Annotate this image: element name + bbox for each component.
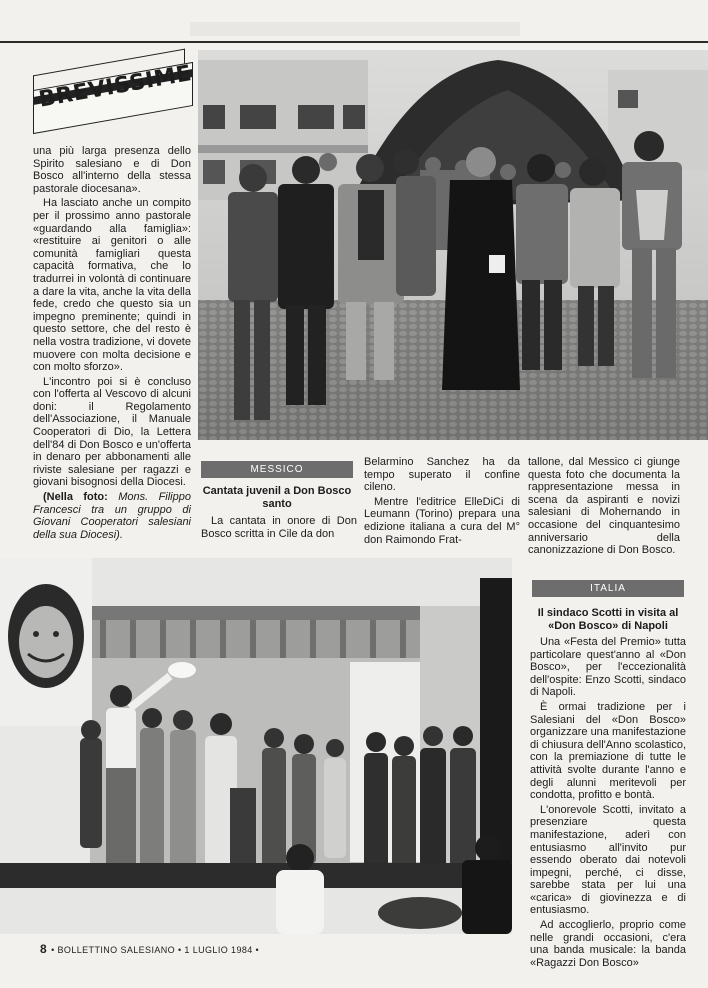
paragraph: Mentre l'editrice ElleDiCi di Leumann (Torino) prepara una edizione italiana a cura del M° don Raimondo Frat- xyxy=(364,495,520,546)
section-title: BREVISSIME xyxy=(37,61,194,113)
messico-column-1 xyxy=(201,515,357,542)
photo-caption xyxy=(33,491,191,541)
left-column xyxy=(33,145,191,543)
page-footer xyxy=(40,942,259,956)
top-rule xyxy=(0,41,708,43)
stage-photo xyxy=(0,558,512,934)
paragraph: tallone, dal Messico ci giunge questa foto che documenta la rappresentazione messa in scena da aspiranti e novizi salesiani di Mohernando in occasione del cinquantesimo anniversario della canonizzazione di Don Bosco. xyxy=(528,456,680,557)
paragraph: È ormai tradizione per i Salesiani del «Don Bosco» organizzare una manifestazione di chiusura dell'Anno scolastico, con la premiazione di tutte le attività svolte durante l'anno e degli alunni meritevoli per condotta, profitto e bontà. xyxy=(530,700,686,802)
paragraph: L'onorevole Scotti, invitato a presenziare questa manifestazione, aderì con entusiasmo all'invito pur essendo oberato dai notevoli impegni, perché, ci disse, sarebbe stata per lui una «carica» di giovinezza e di entusiasmo. xyxy=(530,803,686,917)
section-banner-italia: ITALIA xyxy=(532,580,684,597)
paragraph: Ad accoglierlo, proprio come nelle grandi occasioni, c'era una banda musicale: la banda «Ragazzi Don Bosco» xyxy=(530,919,686,969)
paragraph: Ha lasciato anche un compito per il prossimo anno pastorale «guardando alla famiglia»: «restituire ai genitori o alle comunità famigliari questa capacità formativa, che lo tradurrei in volontà di continuare a dare la vita, anche la vita della fede, credo che questo sia un impegno preminente; quindi in questo settore, che del resto è nella vostra tradizione, vi dovete muovere con molta decisione e con molto sforzo». xyxy=(33,197,191,374)
caption-lead: (Nella foto: xyxy=(43,491,108,504)
group-photo xyxy=(198,50,708,440)
caption-text: Mons. Filippo Francesci tra un gruppo di Giovani Cooperatori salesiani della sua Diocesi). xyxy=(33,491,191,541)
headline-italia: Il sindaco Scotti in visita al «Don Bosco» di Napoli xyxy=(537,607,679,632)
page-number: 8 xyxy=(40,942,48,956)
paragraph: La cantata in onore di Don Bosco scritta in Cile da don xyxy=(201,515,357,540)
messico-column-2 xyxy=(364,456,520,548)
headline-messico: Cantata juvenil a Don Bosco santo xyxy=(202,485,352,510)
italia-column xyxy=(530,636,686,971)
section-banner-messico: MESSICO xyxy=(201,461,353,478)
footer-text: • BOLLETTINO SALESIANO • 1 LUGLIO 1984 • xyxy=(51,945,260,955)
section-header xyxy=(33,50,193,140)
paragraph: Belarmino Sanchez ha da tempo superato il confine cileno. xyxy=(364,456,520,494)
paragraph: una più larga presenza dello Spirito salesiano e di Don Bosco all'interno della stessa pastorale diocesana». xyxy=(33,145,191,195)
paragraph: Una «Festa del Premio» tutta particolare quest'anno al «Don Bosco», per l'eccezionalità dell'ospite: Enzo Scotti, sindaco di Napoli. xyxy=(530,636,686,699)
top-margin-shadow xyxy=(190,22,520,36)
messico-column-3 xyxy=(528,456,680,559)
paragraph: L'incontro poi si è concluso con l'offerta al Vescovo di alcuni doni: il Regolamento dell'Associazione, il Manuale Cooperatori di Dio, la Lettera dell'84 di Don Bosco e un'offerta in denaro per abbonamenti alle riviste salesiane per ragazzi e giovani bisognosi della Diocesi. xyxy=(33,375,191,489)
